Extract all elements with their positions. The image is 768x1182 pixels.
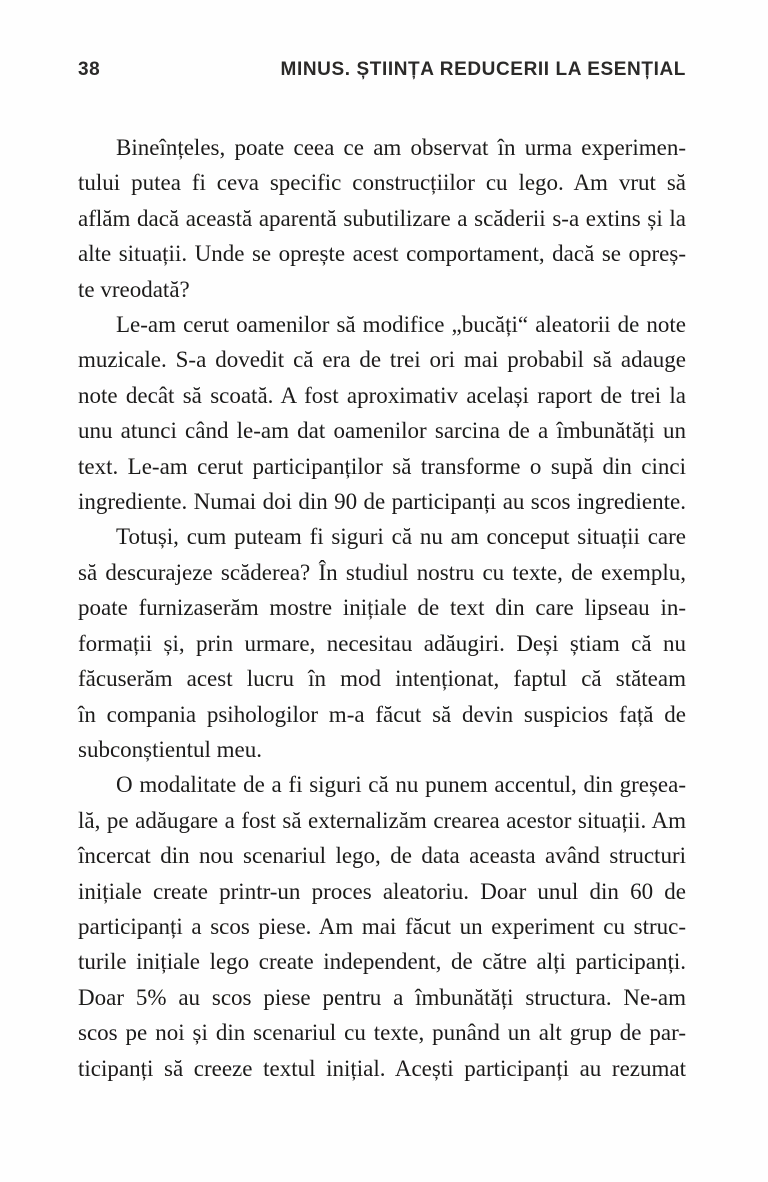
text-line: ingrediente. Numai doi din 90 de participanți au scos ingrediente. xyxy=(78,489,686,515)
text-line: O modalitate de a fi siguri că nu punem accentul, din greșea- xyxy=(116,772,686,798)
text-line: unu atunci când le-am dat oamenilor sarcina de a îmbunătăți un xyxy=(78,418,686,444)
text-line: să descurajeze scăderea? În studiul nostru cu texte, de exemplu, xyxy=(78,559,686,585)
body-text xyxy=(78,130,686,1086)
text-line: inițiale create printr-un proces aleatoriu. Doar unul din 60 de xyxy=(78,878,686,904)
text-line: muzicale. S-a dovedit că era de trei ori mai probabil să adauge xyxy=(78,347,686,373)
paragraph xyxy=(78,519,686,767)
text-line: Le-am cerut oamenilor să modifice „bucăți“ aleatorii de note xyxy=(116,312,686,338)
text-line: Bineînțeles, poate ceea ce am observat în urma experimen- xyxy=(116,135,686,160)
text-line: subconștientul meu. xyxy=(78,736,262,762)
text-line: Totuși, cum puteam fi siguri că nu am conceput situații care xyxy=(116,524,686,550)
text-line: făcuserăm acest lucru în mod intenționat, faptul că stăteam xyxy=(78,666,686,692)
text-line: încercat din nou scenariul lego, de data aceasta având structuri xyxy=(78,843,686,869)
paragraph xyxy=(78,130,686,307)
running-title: MINUS. ȘTIINȚA REDUCERII LA ESENȚIAL xyxy=(280,59,686,80)
text-line: formații și, prin urmare, necesitau adăugiri. Deși știam că nu xyxy=(78,630,686,656)
text-line: ticipanți să creeze textul inițial. Acești participanți au rezumat xyxy=(78,1055,686,1081)
text-line: tului putea fi ceva specific construcțiilor cu lego. Am vrut să xyxy=(78,170,686,196)
text-line: te vreodată? xyxy=(78,276,190,302)
text-line: Doar 5% au scos piese pentru a îmbunătăți structura. Ne-am xyxy=(78,984,686,1010)
text-line: alte situații. Unde se oprește acest comportament, dacă se opreș- xyxy=(78,241,686,267)
text-line: lă, pe adăugare a fost să externalizăm crearea acestor situații. Am xyxy=(78,807,686,833)
text-line: note decât să scoată. A fost aproximativ același raport de trei la xyxy=(78,382,686,408)
text-line: poate furnizaserăm mostre inițiale de text din care lipseau in- xyxy=(78,595,686,621)
paragraph xyxy=(78,307,686,519)
page-number: 38 xyxy=(78,59,101,80)
running-header xyxy=(78,59,686,81)
paragraph xyxy=(78,767,686,1086)
text-line: aflăm dacă această aparentă subutilizare a scăderii s-a extins și la xyxy=(78,205,686,231)
text-line: în compania psihologilor m-a făcut să devin suspicios față de xyxy=(78,701,686,727)
text-line: scos pe noi și din scenariul cu texte, punând un alt grup de par- xyxy=(78,1020,686,1046)
text-line: participanți a scos piese. Am mai făcut un experiment cu struc- xyxy=(78,913,686,939)
text-line: text. Le-am cerut participanților să transforme o supă din cinci xyxy=(78,453,686,479)
text-line: turile inițiale lego create independent, de către alți participanți. xyxy=(78,949,686,975)
